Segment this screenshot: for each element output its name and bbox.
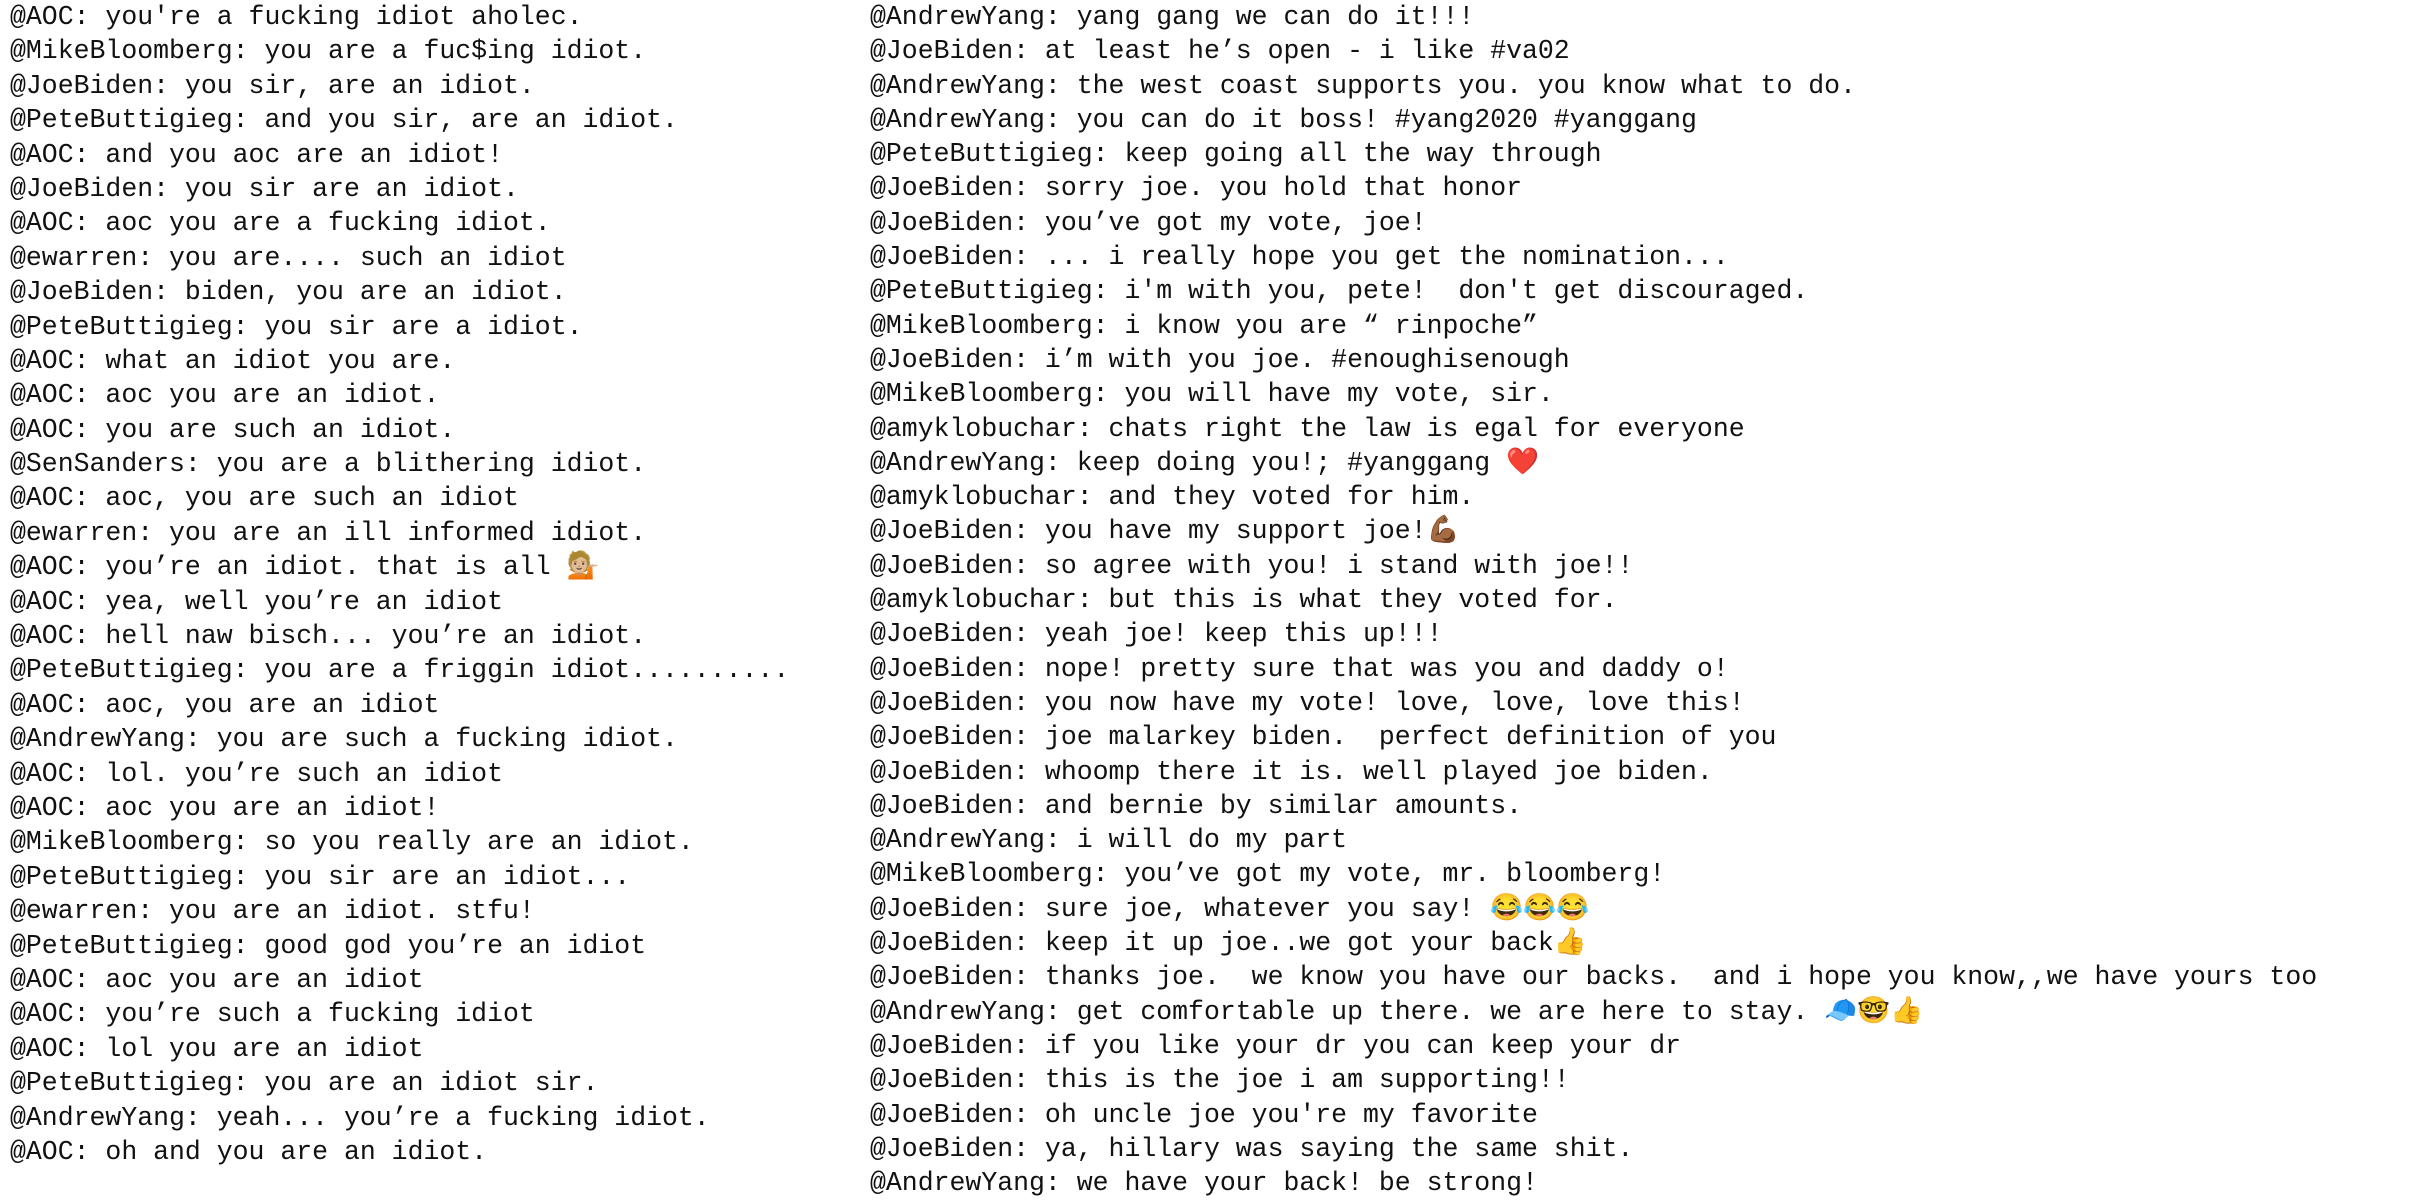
reply-line: @AOC: lol you are an idiot: [10, 1033, 424, 1064]
reply-line: @AOC: you’re an idiot. that is all 💁🏼: [10, 552, 600, 583]
reply-line: @AndrewYang: we have your back! be strong!: [870, 1168, 1538, 1199]
reply-line: @AOC: you’re such a fucking idiot: [10, 999, 535, 1030]
reply-line: @JoeBiden: you now have my vote! love, love, love this!: [870, 687, 1745, 718]
reply-line: @JoeBiden: at least he’s open - i like #va02: [870, 36, 1570, 67]
reply-line: @MikeBloomberg: you are a fuc$ing idiot.: [10, 36, 647, 67]
reply-line: @PeteButtigieg: you are an idiot sir.: [10, 1068, 599, 1099]
reply-line: @AOC: what an idiot you are.: [10, 345, 456, 376]
reply-line: @AndrewYang: yeah... you’re a fucking idiot.: [10, 1102, 710, 1133]
reply-line: @PeteButtigieg: and you sir, are an idiot.: [10, 105, 678, 136]
reply-line: @PeteButtigieg: you sir are a idiot.: [10, 311, 583, 342]
reply-line: @JoeBiden: ya, hillary was saying the same shit.: [870, 1133, 1634, 1164]
reply-line: @JoeBiden: you sir, are an idiot.: [10, 70, 535, 101]
reply-line: @AndrewYang: keep doing you!; #yanggang ❤️: [870, 447, 1540, 478]
reply-line: @AndrewYang: i will do my part: [870, 825, 1348, 856]
reply-line: @JoeBiden: and bernie by similar amounts.: [870, 790, 1523, 821]
reply-line: @amyklobuchar: chats right the law is egal for everyone: [870, 413, 1745, 444]
reply-line: @AOC: aoc you are an idiot!: [10, 792, 440, 823]
reply-line: @JoeBiden: sorry joe. you hold that honor: [870, 173, 1523, 204]
reply-line: @AOC: aoc you are an idiot: [10, 964, 424, 995]
reply-line: @JoeBiden: thanks joe. we know you have our backs. and i hope you know,,we have yours too: [870, 962, 2318, 993]
reply-line: @amyklobuchar: and they voted for him.: [870, 482, 1475, 513]
reply-line: @PeteButtigieg: keep going all the way through: [870, 139, 1602, 170]
reply-line: @AOC: yea, well you’re an idiot: [10, 586, 503, 617]
reply-line: @PeteButtigieg: you sir are an idiot...: [10, 861, 631, 892]
reply-line: @AOC: oh and you are an idiot.: [10, 1136, 488, 1167]
reply-line: @JoeBiden: yeah joe! keep this up!!!: [870, 619, 1443, 650]
reply-line: @AOC: aoc, you are such an idiot: [10, 483, 519, 514]
reply-line: @JoeBiden: joe malarkey biden. perfect definition of you: [870, 722, 1777, 753]
reply-line: @JoeBiden: you’ve got my vote, joe!: [870, 207, 1427, 238]
reply-line: @MikeBloomberg: you’ve got my vote, mr. bloomberg!: [870, 859, 1666, 890]
reply-line: @AOC: aoc you are an idiot.: [10, 380, 440, 411]
reply-line: @PeteButtigieg: you are a friggin idiot..........: [10, 655, 790, 686]
reply-line: @ewarren: you are.... such an idiot: [10, 242, 567, 273]
reply-line: @MikeBloomberg: i know you are “ rinpoche”: [870, 310, 1538, 341]
reply-line: @AOC: and you aoc are an idiot!: [10, 139, 503, 170]
reply-line: @AOC: you're a fucking idiot aholec.: [10, 2, 583, 32]
reply-line: @JoeBiden: nope! pretty sure that was you and daddy o!: [870, 653, 1729, 684]
reply-line: @AOC: aoc you are a fucking idiot.: [10, 208, 551, 239]
reply-line: @JoeBiden: you sir are an idiot.: [10, 173, 519, 204]
reply-line: @AOC: aoc, you are an idiot: [10, 689, 440, 720]
reply-line: @MikeBloomberg: so you really are an idiot.: [10, 827, 694, 858]
reply-line: @JoeBiden: ... i really hope you get the nomination...: [870, 242, 1729, 273]
reply-line: @JoeBiden: this is the joe i am supporting!!: [870, 1065, 1570, 1096]
reply-list-left: [10, 0, 850, 1167]
reply-line: @AndrewYang: you are such a fucking idiot.: [10, 724, 678, 755]
reply-line: @PeteButtigieg: i'm with you, pete! don't get discouraged.: [870, 276, 1809, 307]
reply-line: @PeteButtigieg: good god you’re an idiot: [10, 930, 647, 961]
reply-line: @JoeBiden: if you like your dr you can keep your dr: [870, 1030, 1682, 1061]
reply-line: @AOC: lol. you’re such an idiot: [10, 758, 503, 789]
reply-line: @SenSanders: you are a blithering idiot.: [10, 449, 647, 480]
reply-line: @JoeBiden: so agree with you! i stand with joe!!: [870, 550, 1634, 581]
reply-line: @JoeBiden: sure joe, whatever you say! 😂😂😂: [870, 893, 1590, 924]
reply-line: @JoeBiden: you have my support joe!💪🏾: [870, 516, 1460, 547]
reply-line: @AndrewYang: yang gang we can do it!!!: [870, 2, 1475, 32]
reply-line: @AOC: you are such an idiot.: [10, 414, 456, 445]
reply-line: @AndrewYang: the west coast supports you. you know what to do.: [870, 70, 1856, 101]
reply-line: @AOC: hell naw bisch... you’re an idiot.: [10, 621, 647, 652]
reply-line: @JoeBiden: whoomp there it is. well played joe biden.: [870, 756, 1713, 787]
reply-line: @JoeBiden: oh uncle joe you're my favorite: [870, 1099, 1538, 1130]
reply-line: @JoeBiden: biden, you are an idiot.: [10, 277, 567, 308]
reply-line: @amyklobuchar: but this is what they voted for.: [870, 585, 1618, 616]
reply-list-right: [870, 0, 2420, 1200]
reply-line: @JoeBiden: keep it up joe..we got your back👍: [870, 928, 1587, 959]
reply-line: @AndrewYang: get comfortable up there. we are here to stay. 🧢🤓👍: [870, 996, 1924, 1027]
reply-line: @ewarren: you are an ill informed idiot.: [10, 517, 647, 548]
reply-line: @AndrewYang: you can do it boss! #yang2020 #yanggang: [870, 104, 1697, 135]
reply-line: @JoeBiden: i’m with you joe. #enoughisenough: [870, 344, 1570, 375]
reply-line: @MikeBloomberg: you will have my vote, sir.: [870, 379, 1554, 410]
reply-line: @ewarren: you are an idiot. stfu!: [10, 896, 535, 927]
